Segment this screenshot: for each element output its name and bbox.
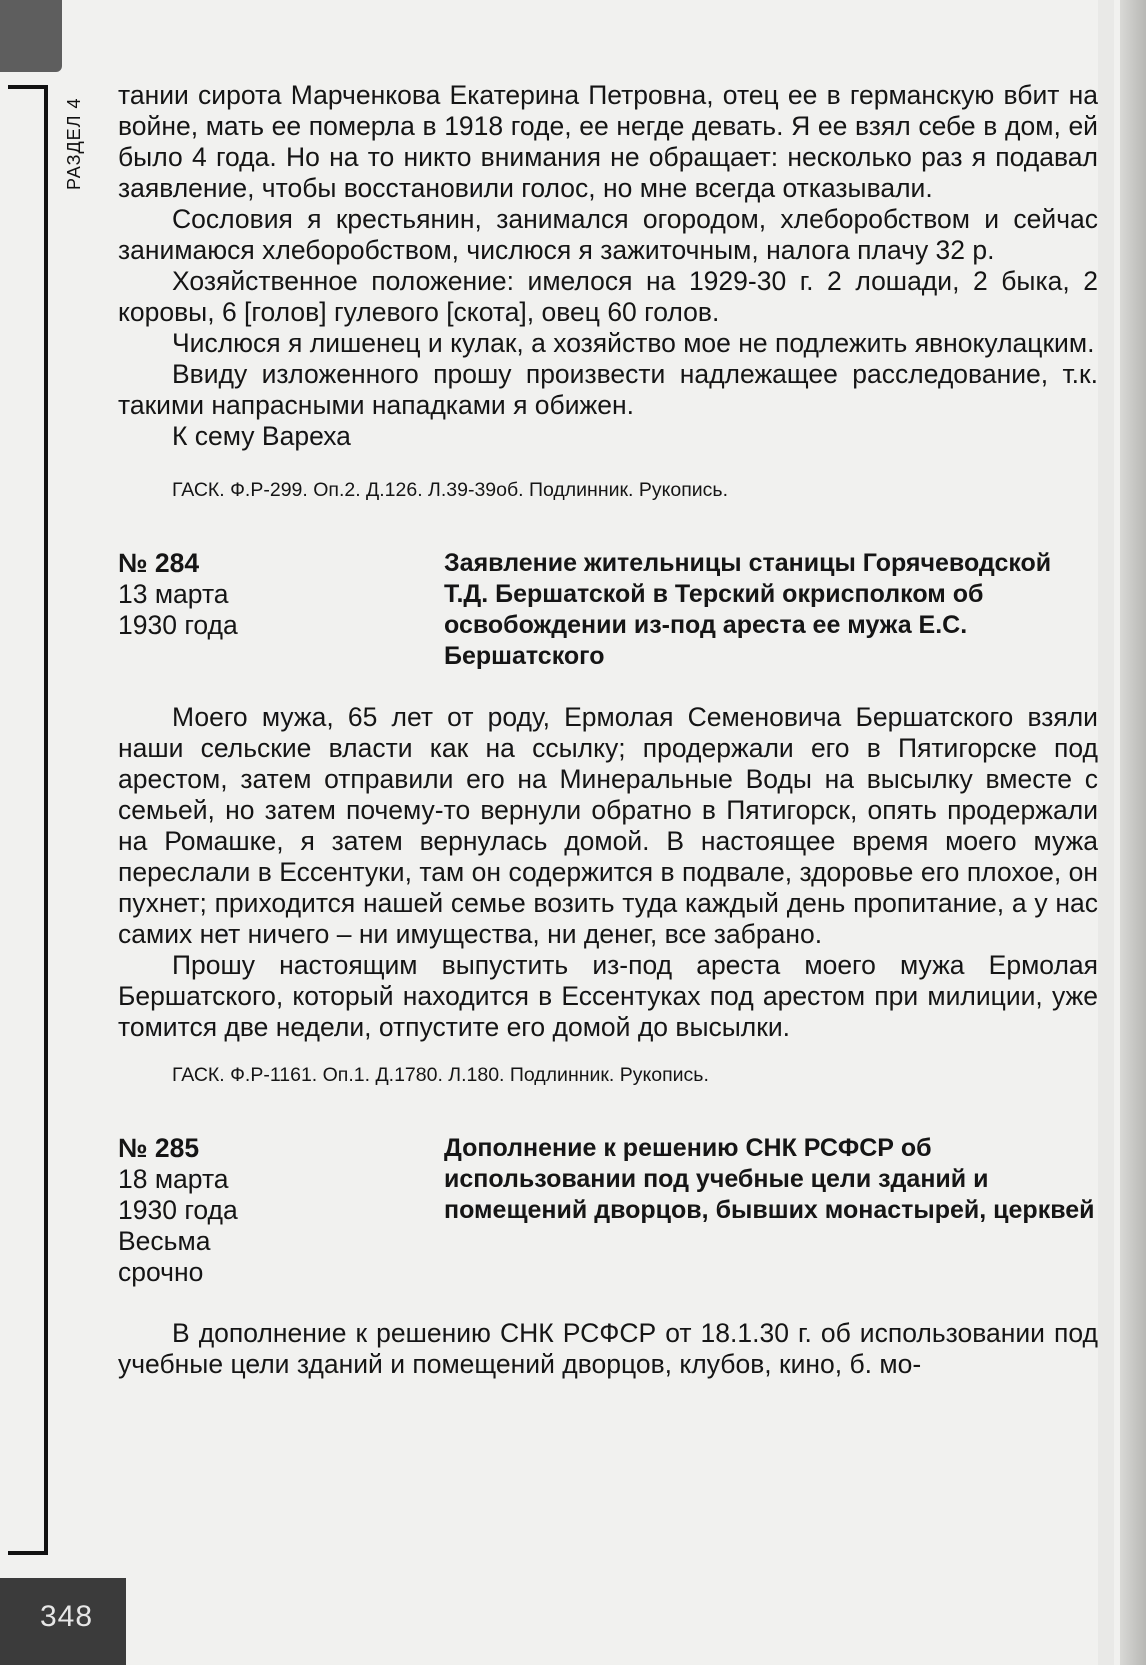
document-body-284: [118, 702, 1098, 1087]
document-date: 13 марта: [118, 579, 229, 609]
bleed-through-shadow: [1098, 0, 1114, 1665]
document-date: 18 марта: [118, 1164, 229, 1194]
document-meta: [118, 1133, 444, 1288]
section-label: РАЗДЕЛ 4: [64, 97, 84, 190]
document-body-285: [118, 1318, 1098, 1380]
archive-source: ГАСК. Ф.Р-1161. Оп.1. Д.1780. Л.180. Подлинник. Рукопись.: [172, 1064, 709, 1086]
paragraph: В дополнение к решению СНК РСФСР от 18.1.30 г. об использовании под учебные цели зданий и помещений дворцов, клубов, кино, б. мо-: [118, 1318, 1098, 1379]
paragraph: Хозяйственное положение: имелося на 1929-30 г. 2 лошади, 2 быка, 2 коровы, 6 [голов] гулевого [скота], овец 60 голов.: [118, 266, 1098, 327]
section-frame: [8, 85, 48, 1555]
paragraph: Моего мужа, 65 лет от роду, Ермолая Семеновича Бершатского взяли наши сельские власти как на ссылку; продержали его в Пятигорске под арестом, затем отправили его на Минеральные Воды на высылку вместе с семьей, но затем почему-то вернули обратно в Пятигорск, опять продержали на Ромашке, я затем вернулась домой. В настоящее время моего мужа переслали в Ессентуки, там он содержится в подвале, здоровье его плохое, он пухнет; приходится нашей семье возить туда каждый день пропитание, а у нас самих нет ничего – ни имущества, ни денег, все забрано.: [118, 702, 1098, 949]
corner-tab: [0, 0, 62, 72]
document-header-284: [118, 548, 1098, 672]
paragraph: Ввиду изложенного прошу произвести надлежащее расследование, т.к. такими напрасными нападками я обижен.: [118, 359, 1098, 420]
document-number: № 285: [118, 1133, 200, 1163]
document-header-285: [118, 1133, 1098, 1288]
urgency-mark: Весьма: [118, 1226, 211, 1256]
page-number: 348: [40, 1600, 94, 1633]
paragraph: Прошу настоящим выпустить из-под ареста моего мужа Ермолая Бершатского, который находится в Ессентуках под арестом при милиции, уже томится две недели, отпустите его домой до высылки.: [118, 950, 1098, 1042]
document-year: 1930 года: [118, 610, 238, 640]
signature-line: К сему Вареха: [172, 421, 351, 451]
page-content: [118, 80, 1098, 1380]
page-edge-shadow: [1120, 0, 1146, 1665]
document-year: 1930 года: [118, 1195, 238, 1225]
paragraph: Числюся я лишенец и кулак, а хозяйство мое не подлежить явнокулацким.: [172, 328, 1095, 358]
paragraph: Сословия я крестьянин, занимался огородом, хлеборобством и сейчас занимаюся хлеборобством, числюся я зажиточным, налога плачу 32 р.: [118, 204, 1098, 265]
document-title: Заявление жительницы станицы Горячеводской Т.Д. Бершатской в Терский окрисполком об освобождении из-под ареста ее мужа Е.С. Бершатского: [444, 549, 1052, 670]
paragraph: тании сирота Марченкова Екатерина Петровна, отец ее в германскую вбит на войне, мать ее померла в 1918 годе, ее негде девать. Я ее взял себе в дом, ей было 4 года. Но на то никто внимания не обращает: несколько раз я подавал заявление, чтобы восстановили голос, но мне всегда отказывали.: [118, 80, 1098, 203]
archive-source: ГАСК. Ф.Р-299. Оп.2. Д.126. Л.39-39об. Подлинник. Рукопись.: [172, 479, 728, 501]
urgency-mark: срочно: [118, 1257, 204, 1287]
document-meta: [118, 548, 444, 672]
document-title: Дополнение к решению СНК РСФСР об использовании под учебные цели зданий и помещений дворцов, бывших монастырей, церквей: [444, 1134, 1095, 1224]
document-number: № 284: [118, 548, 200, 578]
